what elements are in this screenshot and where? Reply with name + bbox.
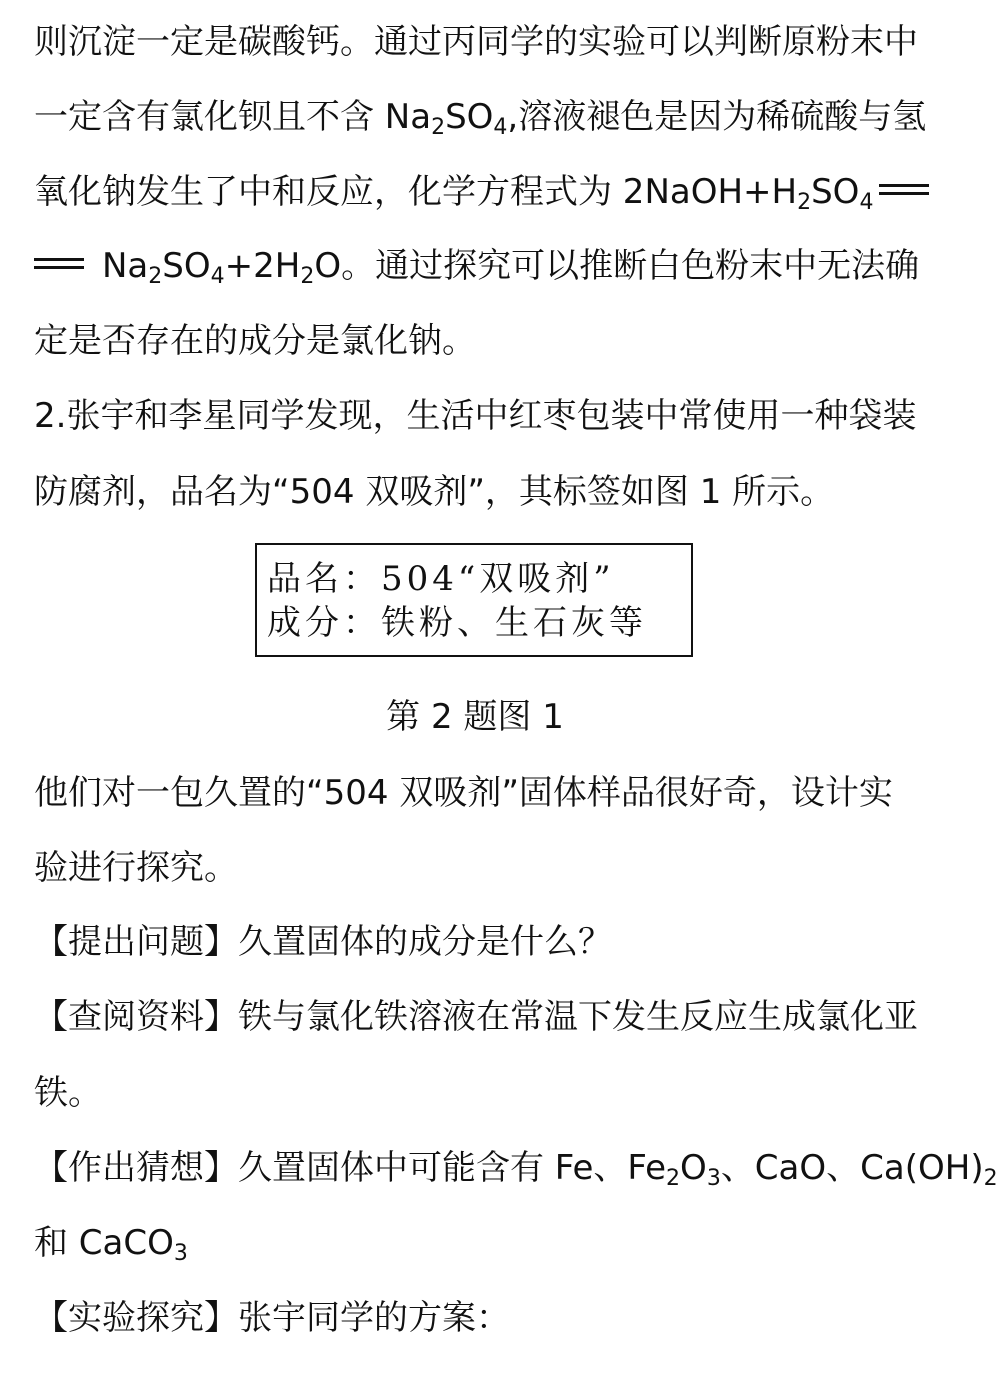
text-span: ,溶液褪色是因为稀硫酸与氢 (507, 97, 927, 137)
text-span: 氧化钠发生了中和反应，化学方程式为 2NaOH+H (34, 172, 798, 212)
text-span: 【作出猜想】久置固体中可能含有 Fe、Fe (34, 1148, 667, 1188)
text-span: SO (811, 172, 860, 212)
text-span: Na (102, 246, 149, 286)
subscript: 4 (859, 190, 874, 215)
text-span: 防腐剂，品名为“504 双吸剂”，其标签如图 1 所示。 (34, 472, 835, 512)
text-span: 则沉淀一定是碳酸钙。通过丙同学的实验可以判断原粉末中 (34, 22, 918, 62)
text-line (34, 997, 918, 1037)
text-line (34, 1073, 918, 1113)
subscript: 3 (173, 1241, 188, 1266)
label-content-row: 成分：铁粉、生石灰等 (267, 603, 647, 643)
text-span: 【提出问题】久置固体的成分是什么？ (34, 922, 612, 962)
text-span: 【查阅资料】铁与氯化铁溶液在常温下发生反应生成氯化亚 (34, 997, 918, 1037)
text-line (34, 1223, 918, 1266)
subscript: 2 (666, 1166, 681, 1191)
figure-caption: 第 2 题图 1 (386, 697, 564, 737)
text-span: 【实验探究】张宇同学的方案： (34, 1298, 510, 1338)
text-line (34, 396, 918, 436)
text-span: 和 CaCO (34, 1223, 174, 1263)
text-line (34, 22, 918, 62)
subscript: 4 (493, 115, 508, 140)
text-span: 、CaO、Ca(OH) (720, 1148, 984, 1188)
text-line (34, 321, 918, 361)
text-line (34, 773, 918, 813)
text-line (34, 172, 918, 215)
text-span: 他们对一包久置的“504 双吸剂”固体样品很好奇，设计实 (34, 773, 893, 813)
subscript: 2 (300, 264, 315, 289)
text-span: SO (162, 246, 211, 286)
text-line (34, 97, 927, 140)
text-span: SO (445, 97, 494, 137)
text-span: 2.张宇和李星同学发现，生活中红枣包装中常使用一种袋装 (34, 396, 917, 436)
product-label-figure (255, 543, 693, 657)
equals-sign-icon (34, 258, 84, 269)
subscript: 2 (148, 264, 163, 289)
text-line (34, 1298, 918, 1338)
subscript: 2 (983, 1166, 998, 1191)
subscript: 4 (210, 264, 225, 289)
text-span: 铁。 (34, 1073, 102, 1113)
text-span: O。通过探究可以推断白色粉末中无法确 (314, 246, 920, 286)
subscript: 3 (706, 1166, 721, 1191)
label-name-row: 品名：504“双吸剂” (267, 559, 615, 599)
subscript: 2 (797, 190, 812, 215)
text-span: 验进行探究。 (34, 848, 238, 888)
text-line (34, 472, 918, 512)
text-line (34, 246, 920, 289)
equals-sign-icon (879, 184, 929, 195)
text-line (34, 1148, 998, 1191)
text-span: +2H (224, 246, 301, 286)
text-line (34, 922, 918, 962)
text-span: 一定含有氯化钡且不含 Na (34, 97, 432, 137)
text-span: O (680, 1148, 707, 1188)
text-span: 定是否存在的成分是氯化钠。 (34, 321, 476, 361)
text-line (34, 848, 918, 888)
subscript: 2 (431, 115, 446, 140)
